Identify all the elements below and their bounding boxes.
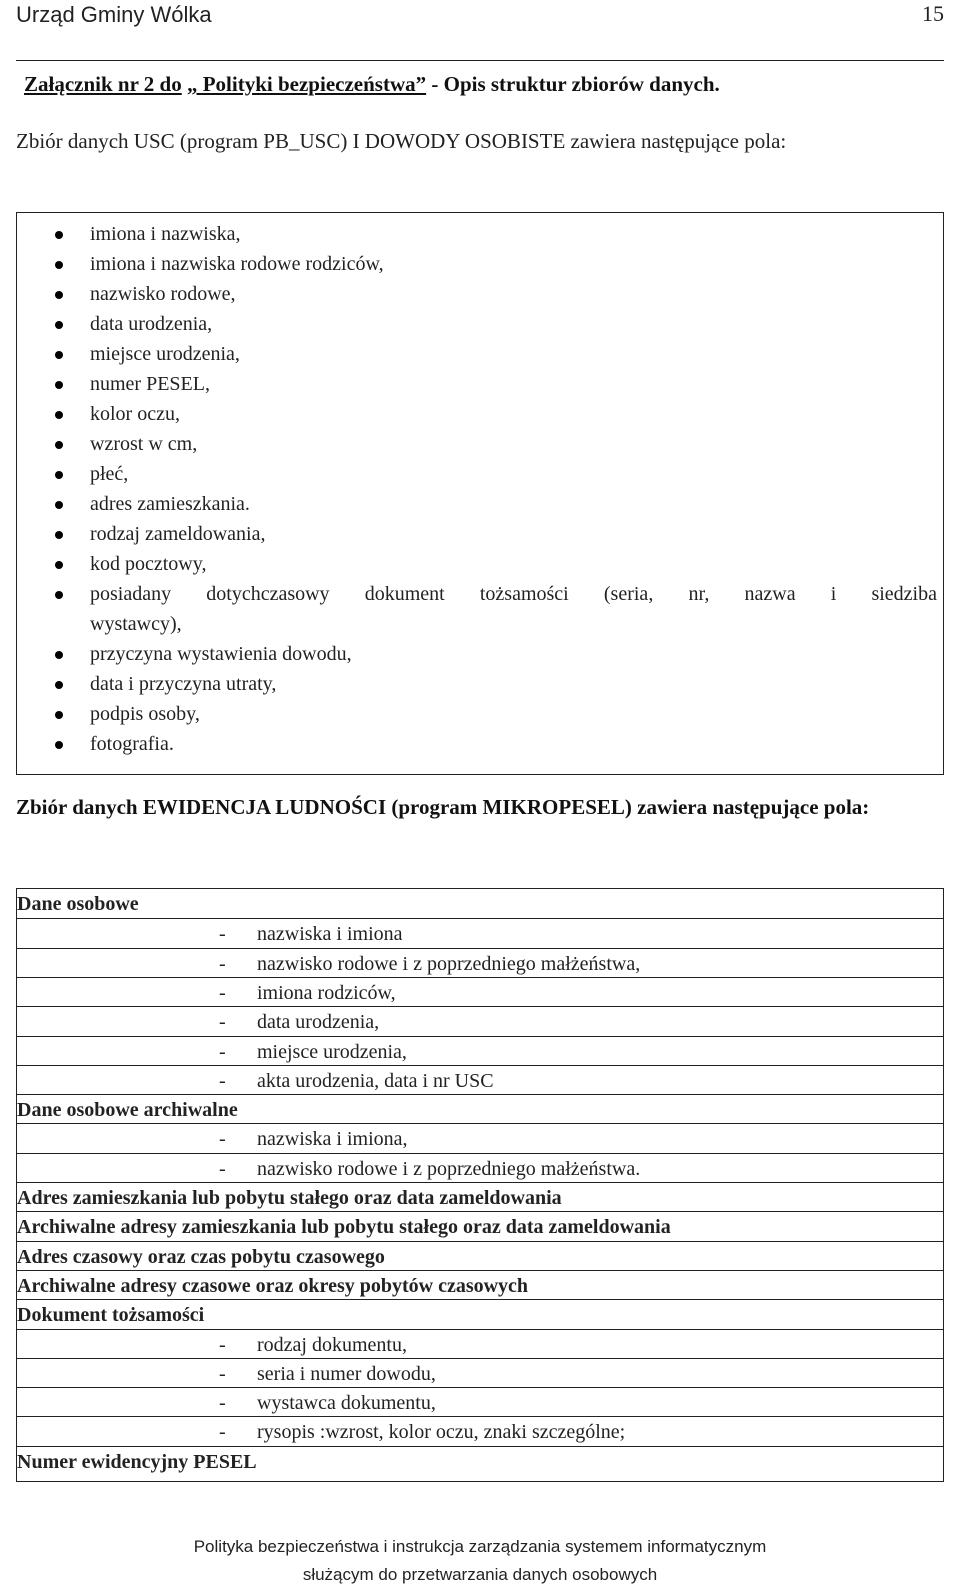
field-item-text: wystawca dokumentu, [257, 1392, 436, 1415]
attachment-title-suffix: - Opis struktur zbiorów danych. [431, 72, 720, 96]
table-row [17, 948, 943, 978]
attachment-title-quoted: „ Polityki bezpieczeństwa” [186, 72, 427, 96]
table-row [17, 1036, 943, 1066]
field-item [219, 1359, 436, 1389]
section-row [17, 1241, 943, 1271]
field-item-text: akta urodzenia, data i nr USC [257, 1069, 494, 1092]
attachment-title-prefix: Załącznik nr 2 do [24, 72, 182, 96]
field-item [219, 978, 396, 1008]
section-row [17, 1446, 943, 1476]
section-row [17, 1299, 943, 1329]
section1-field-list [16, 212, 944, 775]
section2-intro: Zbiór danych EWIDENCJA LUDNOŚCI (program MIKROPESEL) zawiera następujące pola: [16, 795, 870, 819]
section-title: Dokument tożsamości [17, 1304, 205, 1327]
bullet-icon [55, 411, 63, 419]
section-title: Dane osobowe archiwalne [17, 1099, 238, 1122]
table-row [17, 1006, 943, 1036]
dash-marker: - [219, 1362, 226, 1385]
table-row [17, 1153, 943, 1183]
field-item-text: data urodzenia, [257, 1011, 380, 1034]
bullet-icon [55, 471, 63, 479]
section-row [17, 1182, 943, 1212]
field-item-text: nazwisko rodowe i z poprzedniego małżeństwa. [257, 1157, 641, 1180]
bullet-icon [55, 381, 63, 389]
section-title: Dane osobowe [17, 893, 139, 915]
table-row [17, 1416, 943, 1446]
dash-marker: - [219, 1157, 226, 1180]
list-item-text: rodzaj zameldowania, [90, 523, 266, 545]
field-item-text: seria i numer dowodu, [257, 1362, 436, 1385]
field-item-text: miejsce urodzenia, [257, 1040, 407, 1063]
dash-marker: - [219, 1333, 226, 1356]
section2-field-table [16, 888, 944, 1482]
field-item-text: rysopis :wzrost, kolor oczu, znaki szczególne; [257, 1421, 626, 1444]
field-item [219, 919, 403, 949]
field-item [219, 949, 640, 979]
bullet-icon [55, 441, 63, 449]
field-item [219, 1124, 408, 1154]
bullet-icon [55, 741, 63, 749]
list-item-text: wystawcy), [90, 613, 182, 635]
bullet-icon [55, 351, 63, 359]
list-item-text: imiona i nazwiska, [90, 223, 241, 245]
field-item [219, 1154, 640, 1184]
dash-marker: - [219, 1011, 226, 1034]
list-item-text: adres zamieszkania. [90, 493, 250, 515]
list-item-text: kod pocztowy, [90, 553, 207, 575]
bullet-icon [55, 321, 63, 329]
table-row [17, 1123, 943, 1153]
bullet-icon [55, 291, 63, 299]
section-row [17, 1094, 943, 1124]
dash-marker: - [219, 1128, 226, 1151]
bullet-icon [55, 231, 63, 239]
bullet-icon [55, 711, 63, 719]
attachment-title [24, 70, 720, 98]
page-number: 15 [922, 1, 944, 26]
section-title: Adres zamieszkania lub pobytu stałego oraz data zameldowania [17, 1187, 562, 1209]
list-item-text: fotografia. [90, 733, 174, 755]
field-item [219, 1007, 379, 1037]
section-title: Adres czasowy oraz czas pobytu czasowego [17, 1245, 385, 1268]
field-item-text: imiona rodziców, [257, 981, 396, 1004]
field-item [219, 1388, 436, 1418]
dash-marker: - [219, 1040, 226, 1063]
office-name: Urząd Gminy Wólka [16, 2, 212, 27]
list-item-text: data i przyczyna utraty, [90, 673, 277, 695]
bullet-icon [55, 561, 63, 569]
list-item-text: imiona i nazwiska rodowe rodziców, [90, 253, 384, 275]
field-item-text: nazwiska i imiona [257, 923, 403, 946]
list-item-text: podpis osoby, [90, 703, 200, 725]
list-item-text: data urodzenia, [90, 313, 213, 335]
dash-marker: - [219, 981, 226, 1004]
list-item-text: miejsce urodzenia, [90, 343, 240, 365]
bullet-icon [55, 651, 63, 659]
table-row [17, 977, 943, 1007]
bullet-icon [55, 261, 63, 269]
table-row [17, 1358, 943, 1388]
field-item-text: nazwiska i imiona, [257, 1128, 408, 1151]
field-item [219, 1330, 407, 1360]
list-item-text: wzrost w cm, [90, 433, 198, 455]
field-item [219, 1417, 625, 1447]
dash-marker: - [219, 1392, 226, 1415]
footer-line-1: Polityka bezpieczeństwa i instrukcja zarządzania systemem informatycznym [193, 1537, 767, 1556]
table-row [17, 1329, 943, 1359]
bullet-icon [55, 501, 63, 509]
table-row [17, 1065, 943, 1095]
dash-marker: - [219, 952, 226, 975]
section-row [17, 1270, 943, 1300]
table-row [17, 1387, 943, 1417]
bullet-icon [55, 531, 63, 539]
footer [0, 1533, 960, 1589]
list-item-text: posiadany dotychczasowy dokument tożsamości (seria, nr, nazwa i siedziba [90, 583, 937, 605]
list-item-text: numer PESEL, [90, 373, 210, 395]
bullet-icon [55, 681, 63, 689]
section1-intro: Zbiór danych USC (program PB_USC) I DOWODY OSOBISTE zawiera następujące pola: [16, 129, 787, 153]
dash-marker: - [219, 1069, 226, 1092]
list-item-text: przyczyna wystawienia dowodu, [90, 643, 352, 665]
bullet-icon [55, 591, 63, 599]
section-title: Archiwalne adresy czasowe oraz okresy pobytów czasowych [17, 1274, 529, 1297]
table-row [17, 918, 943, 948]
field-item [219, 1037, 407, 1067]
list-item-text: kolor oczu, [90, 403, 180, 425]
header-rule [16, 60, 944, 61]
section-row [17, 1211, 943, 1241]
field-item-text: nazwisko rodowe i z poprzedniego małżeństwa, [257, 952, 641, 975]
dash-marker: - [219, 1421, 226, 1444]
dash-marker: - [219, 923, 226, 946]
section-title: Archiwalne adresy zamieszkania lub pobytu stałego oraz data zameldowania [17, 1216, 671, 1239]
footer-line-2: służącym do przetwarzania danych osobowych [302, 1565, 658, 1584]
field-item-text: rodzaj dokumentu, [257, 1333, 407, 1356]
section-row [17, 889, 943, 918]
list-item-text: nazwisko rodowe, [90, 283, 236, 305]
field-item [219, 1066, 494, 1096]
list-item-text: płeć, [90, 463, 129, 485]
section-title: Numer ewidencyjny PESEL [17, 1450, 257, 1473]
